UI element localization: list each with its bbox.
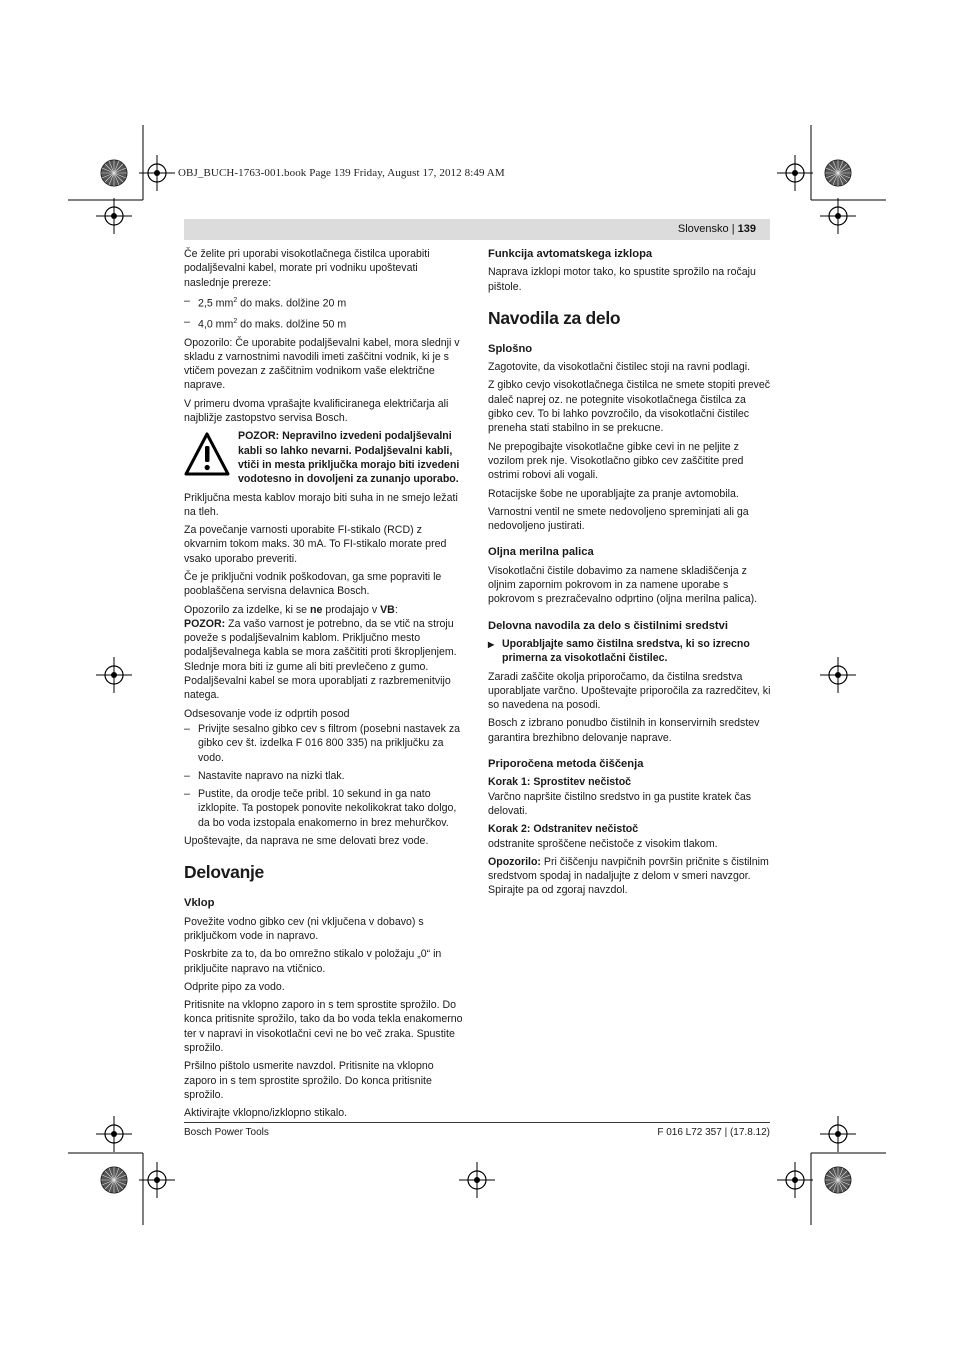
footer-rule bbox=[184, 1122, 770, 1123]
dry-connection-paragraph: Priključna mesta kablov morajo biti suha in ne smejo ležati na tleh. bbox=[184, 491, 458, 518]
switch-on-step: Poskrbite za to, da bo omrežno stikalo v položaju „0“ in priključite napravo na vtičnico. bbox=[184, 948, 442, 975]
switch-on-step: Odprite pipo za vodo. bbox=[184, 980, 285, 993]
warning-block bbox=[184, 429, 466, 486]
right-column bbox=[488, 247, 772, 902]
step-1-title: Korak 1: Sprostitev nečistoč bbox=[488, 776, 632, 789]
left-column bbox=[184, 247, 466, 1125]
switch-on-step: Aktivirajte vklopno/izklopno stikalo. bbox=[184, 1107, 348, 1120]
intro-paragraph: Če želite pri uporabi visokotlačnega čistilca uporabiti podaljševalni kabel, morate pri vodniku upoštevati naslednje prereze: bbox=[184, 248, 430, 289]
general-paragraph: Z gibko cevjo visokotlačnega čistilca ne smete stopiti prevеč daleč naprej oz. ne potegnite visokotlačnega čistilca za gibko cev. To bi lahko povzročilo, da visokotlačni čistilec preneha stati stabilno in se prekucne. bbox=[488, 379, 771, 435]
page-number: 139 bbox=[737, 223, 756, 235]
warning-triangle-icon bbox=[184, 431, 230, 477]
extension-note: Opozorilo: Če uporabite podaljševalni kabel, mora slednji v skladu z varnostnimi navodili imeti zaščitni vodnik, ki je s vtičem povezan z zaščitnim vodnikom vaše električne naprave. bbox=[184, 336, 460, 392]
detergent-paragraph: Zaradi zaščite okolja priporočamo, da čistilna sredstva uporabljate varčno. Upoštevajte priporočila za razredčitev, ki so navedena na posodi. bbox=[488, 670, 771, 712]
warning-text: POZOR: Nepravilno izvedeni podaljševalni kabli so lahko nevarni. Podaljševalni kabli, vtiči in mesta priključka morajo biti izvedeni vodotesno in dovoljeni za zunanjo uporabo. bbox=[238, 430, 460, 486]
heading-auto-off: Funkcija avtomatskega izklopa bbox=[488, 248, 653, 260]
switch-on-step: Povežite vodno gibko cev (ni vključena v dobavo) s priključkom vode in napravo. bbox=[184, 915, 424, 942]
drain-step: – Nastavite napravo na nizki tlak. bbox=[184, 769, 466, 783]
general-paragraph: Zagotovite, da visokotlačni čistilec stoji na ravni podlagi. bbox=[488, 361, 751, 374]
header-language: Slovensko bbox=[677, 223, 729, 235]
general-paragraph: Ne prepogibajte visokotlačne gibke cevi in ne peljite z vozilom prek nje. Visokotlačno gibko cev zaščitite pred ostrimi robovi ali vogali. bbox=[488, 440, 744, 482]
detergent-paragraph: Bosch z izbrano ponudbo čistilnih in konservirnih sredstev garantira brezhibno delovanje naprave. bbox=[488, 717, 760, 744]
non-gb-note: Opozorilo za izdelke, ki se ne prodajajo v VB: bbox=[184, 603, 398, 616]
general-paragraph: Rotacijske šobe ne uporabljajte za pranje avtomobila. bbox=[488, 487, 739, 500]
footer-doc-number: F 016 L72 357 | (17.8.12) bbox=[657, 1127, 770, 1138]
general-paragraph: Varnostni ventil ne smete nedovoljeno spreminjati ali ga nedovoljeno justirati. bbox=[488, 505, 749, 533]
detergent-instruction: ▶ Uporabljajte samo čistilna sredstva, ki so izrecno primerna za visokotlačni čistilec. bbox=[488, 637, 772, 666]
drain-step: – Pustite, da orodje teče pribl. 10 sekund in ga nato izklopite. Ta postopek ponovite nekolikokrat tako dolgo, da bo voda izstopala enakomerno in brez mehurčkov. bbox=[184, 787, 466, 830]
step-1-text: Varčno napršite čistilno sredstvo in ga pustite kratek čas delovati. bbox=[488, 790, 752, 817]
auto-off-paragraph: Naprava izklopi motor tako, ko spustite sprožilo na ročaju pištole. bbox=[488, 266, 756, 293]
doubt-note: V primeru dvoma vprašajte kvalificiranega električarja ali najbližje zastopstvo servisa Bosch. bbox=[184, 397, 449, 425]
no-water-note: Upoštevajte, da naprava ne sme delovati brez vode. bbox=[184, 835, 429, 848]
heading-operation: Delovanje bbox=[184, 862, 264, 883]
heading-instructions: Navodila za delo bbox=[488, 307, 621, 328]
step-2-text: odstranite sproščene nečistoče z visokim tlakom. bbox=[488, 837, 718, 850]
switch-on-step: Pršilno pištolo usmerite navzdol. Pritisnite na vklopno zaporo in s tem sprostite sprožilo. Do konca pritisnite sprožilo. bbox=[184, 1060, 434, 1101]
switch-on-step: Pritisnite na vklopno zaporo in s tem sprostite sprožilo. Do konca pritisnite sprožilo, tako da bo voda tekla enakomerno ter v napravi in visokotlačni cevi ne bo več zraka. Spustite sprožilo. bbox=[184, 999, 463, 1055]
page-header bbox=[184, 219, 770, 240]
drain-title: Odsesovanje vode iz odprtih posod bbox=[184, 707, 350, 720]
rcd-paragraph: Za povečanje varnosti uporabite FI-stikalo (RCD) z okvarnim tokom maks. 30 mA. To FI-stikalo morate pred vsako uporabo preveriti. bbox=[184, 524, 447, 565]
heading-method: Priporočena metoda čiščenja bbox=[488, 758, 644, 771]
cleaning-note: Opozorilo: Pri čiščenju navpičnih površin pričnite s čistilnim sredstvom spodaj in nadaljujte z delom v smeri navzgor. Spirajte pa od zgoraj navzdol. bbox=[488, 855, 769, 897]
damaged-cable-paragraph: Če je priključni vodnik poškodovan, ga sme popraviti le pooblaščena servisna delavnica Bosch. bbox=[184, 571, 442, 598]
heading-general: Splošno bbox=[488, 342, 533, 355]
cable-spec-1: – 2,5 $mm^2$ do maks. dolžine 20 m bbox=[184, 294, 466, 311]
gb-caution: POZOR: Za vašo varnost je potrebno, da se vtič na stroju poveže s podaljševalnim kablom. Priključno mesto podaljševalnega kabla se mora zaščititi proti škropljenjem. Slednje mora biti iz gume ali biti prevlečeno z gumo. Podaljševalni kabel se mora uporabljati z razbremenitvijo natega. bbox=[184, 617, 457, 702]
drain-step: – Privijte sesalno gibko cev s filtrom (posebni nastavek za gibko cev št. izdelka F 016 800 335) na priključku za vodo. bbox=[184, 722, 466, 765]
print-info: OBJ_BUCH-1763-001.book Page 139 Friday, August 17, 2012 8:49 AM bbox=[178, 167, 505, 179]
heading-detergents: Delovna navodila za delo s čistilnimi sredstvi bbox=[488, 619, 728, 632]
heading-dipstick: Oljna merilna palica bbox=[488, 546, 594, 559]
heading-switch-on: Vklop bbox=[184, 897, 215, 910]
step-2-title: Korak 2: Odstranitev nečistoč bbox=[488, 823, 639, 836]
dipstick-paragraph: Visokotlačni čistile dobavimo za namene skladiščenja z oljnim zapornim pokrovom in za namene uporabe s pokrovom s prezračevalno odprtino (oljna merilna palica). bbox=[488, 564, 758, 606]
footer-brand: Bosch Power Tools bbox=[184, 1127, 269, 1138]
header-text bbox=[678, 223, 756, 235]
header-separator: | bbox=[728, 223, 738, 235]
cable-spec-2: – 4,0 $mm^2$ do maks. dolžine 50 m bbox=[184, 315, 466, 332]
